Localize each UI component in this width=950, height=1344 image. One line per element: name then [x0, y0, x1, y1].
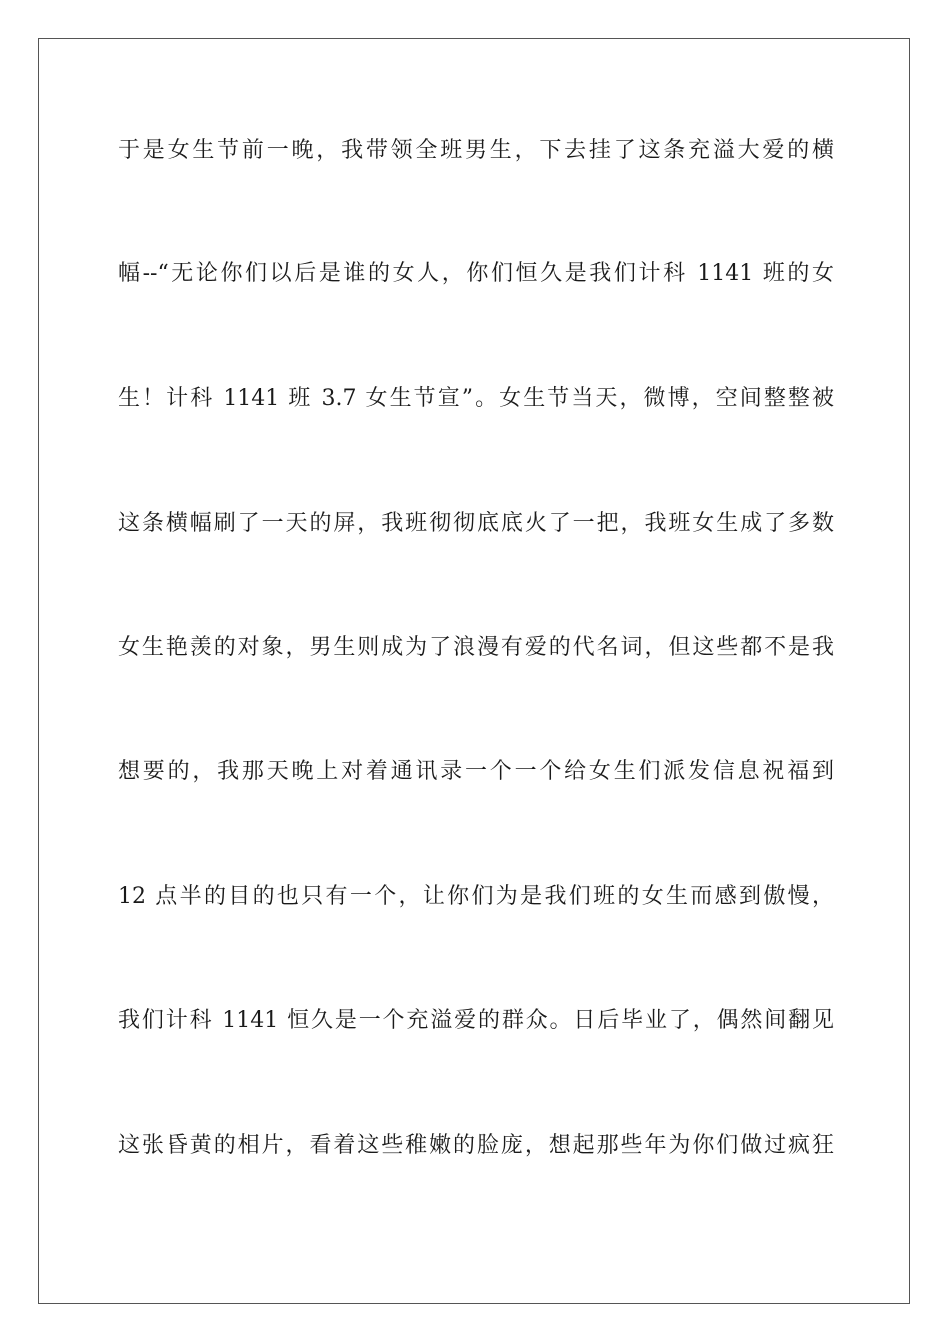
page-frame	[38, 38, 910, 1304]
body-text-line: 这条横幅刷了一天的屏，我班彻彻底底火了一把，我班女生成了多数	[118, 511, 834, 536]
body-text-line: 12 点半的目的也只有一个，让你们为是我们班的女生而感到傲慢，	[118, 884, 834, 909]
body-text-line: 想要的，我那天晚上对着通讯录一个一个给女生们派发信息祝福到	[118, 759, 834, 784]
body-text-line: 幅--“无论你们以后是谁的女人，你们恒久是我们计科 1141 班的女	[118, 261, 834, 286]
body-text-line: 女生艳羡的对象，男生则成为了浪漫有爱的代名词，但这些都不是我	[118, 635, 834, 660]
body-text-line: 生！计科 1141 班 3.7 女生节宣”。女生节当天，微博，空间整整被	[118, 386, 834, 411]
body-text-line: 于是女生节前一晚，我带领全班男生，下去挂了这条充溢大爱的横	[118, 138, 834, 163]
body-text-line: 这张昏黄的相片，看着这些稚嫩的脸庞，想起那些年为你们做过疯狂	[118, 1133, 834, 1158]
body-text-line: 我们计科 1141 恒久是一个充溢爱的群众。日后毕业了，偶然间翻见	[118, 1008, 834, 1033]
